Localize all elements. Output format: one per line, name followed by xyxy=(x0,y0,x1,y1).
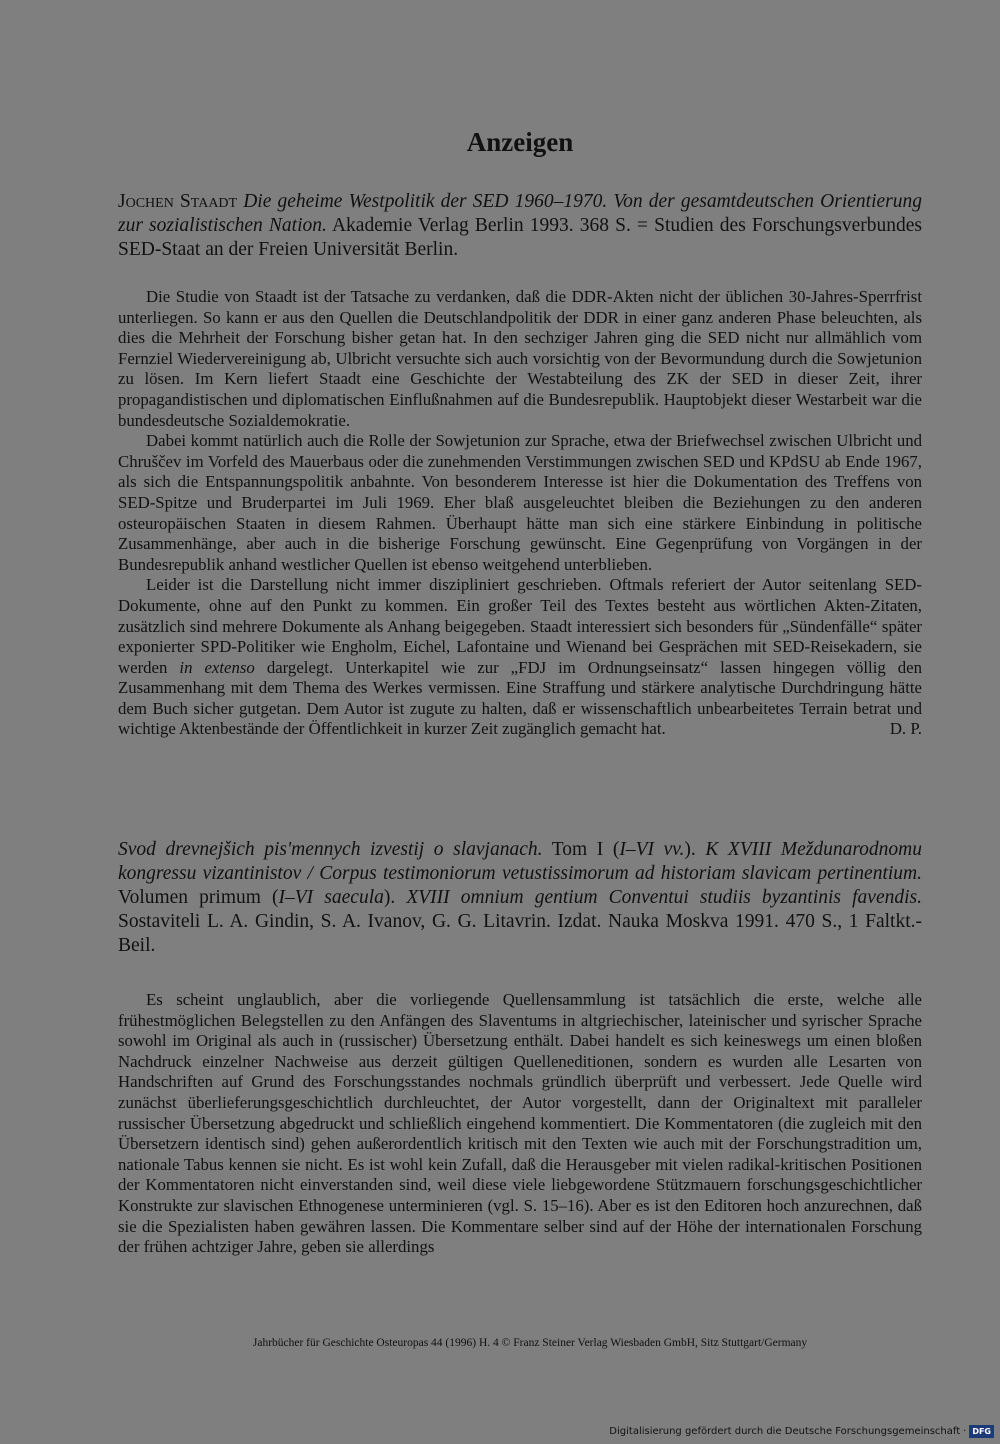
review2-title-c: XVIII omnium gentium Conventui studiis byzantinis favendis. xyxy=(406,887,922,908)
review2-tom xyxy=(552,839,696,860)
dfg-notice-text: Digitalisierung gefördert durch die Deutsche Forschungsgemeinschaft xyxy=(609,1426,961,1437)
review1-paragraph-3-part-b: dargelegt. Unterkapitel wie zur „FDJ im Ordnungseinsatz“ lassen hingegen völlig den Zusammenhang mit dem Thema des Werkes vermissen. Eine Straffung und stärkere analytische Durchdringung hätte dem Buch sicher gutgetan. Dem Autor ist zugute zu halten, daß er wissenschaftlich unbearbeitetes Terrain betrat und wichtige Aktenbestände der Öffentlichkeit in kurzer Zeit zugänglich gemacht hat. xyxy=(118,657,923,739)
review2-tom-range: I–VI vv. xyxy=(619,839,685,860)
page-title: Anzeigen xyxy=(466,127,574,157)
review2-body xyxy=(118,990,922,1258)
review2-volume-range: I–VI saecula xyxy=(278,887,384,908)
review1-publication: Akademie Verlag Berlin 1993. 368 S. = Studien des Forschungsverbundes SED-Staat an der Freien Universität Berlin. xyxy=(118,215,922,260)
review1-paragraph-3-italic: in extenso xyxy=(179,657,255,677)
review2-title-a: Svod drevnejšich pis'mennych izvestij o slavjanach. xyxy=(118,839,543,860)
dfg-notice: Digitalisierung gefördert durch die Deutsche Forschungsgemeinschaft · DFG xyxy=(609,1425,994,1438)
review2-volume-end: ). xyxy=(383,887,396,908)
review2-publication: Sostaviteli L. A. Gindin, S. A. Ivanov, G. G. Litavrin. Izdat. Nauka Moskva 1991. 470 S., 1 Faltkt.-Beil. xyxy=(118,911,922,956)
review1-paragraph-1: Die Studie von Staadt ist der Tatsache zu verdanken, daß die DDR-Akten nicht der üblichen 30-Jahres-Sperrfrist unterliegen. So kann er aus den Quellen die Deutschlandpolitik der DDR in einer ganz anderen Phase beleuchten, als dies die Mehrheit der Forschung bisher getan hat. In den sechziger Jahren ging die SED nicht nur allmählich vom Fernziel Wiedervereinigung ab, Ulbricht versuchte sich auch vorsichtig von der Bevormundung durch die Sowjetunion zu lösen. Im Kern liefert Staadt eine Geschichte der Westabteilung des ZK der SED in dieser Zeit, ihrer propagandistischen und diplomatischen Einflußnahmen auf die Bundesrepublik. Hauptobjekt dieser Westarbeit war die bundesdeutsche Sozialdemokratie. xyxy=(118,287,922,430)
review1-paragraph-3 xyxy=(118,575,922,740)
review1-body xyxy=(118,287,922,740)
review2-volume-label: Volumen primum ( xyxy=(118,887,279,908)
review1-paragraph-2: Dabei kommt natürlich auch die Rolle der Sowjetunion zur Sprache, etwa der Briefwechsel zwischen Ulbricht und Chruščev im Vorfeld des Mauerbaus oder die zunehmenden Verstimmungen zwischen SED und KPdSU ab Ende 1967, als sich die Entspannungspolitik anbahnte. Von besonderem Interesse ist hier die Dokumentation des Treffens von SED-Spitze und Bruderpartei im Juli 1969. Eher blaß ausgeleuchtet bleiben die Beziehungen zu den anderen osteuropäischen Staaten in diesem Rahmen. Überhaupt hätte man sich eine stärkere Einbindung in politische Zusammenhänge, aber auch in die bisherige Forschung gewünscht. Eine Gegenprüfung von Vorgängen in der Bundesrepublik anhand westlicher Quellen ist ebenso weitgehend unterblieben. xyxy=(118,431,922,574)
review2-paragraph: Es scheint unglaublich, aber die vorliegende Quellensammlung ist tatsächlich die erste, welche alle frühestmöglichen Belegstellen zu den Anfängen des Slaventums in altgriechischer, lateinischer und syrischer Sprache sowohl im Original als auch in (russischer) Übersetzung enthält. Dabei handelt es sich keineswegs um einen bloßen Nachdruck einzelner Nachweise aus derzeit gültigen Quelleneditionen, sondern es wurden alle Lesarten von Handschriften auf Grund des Forschungsstandes nochmals gründlich überprüft und verbessert. Jede Quelle wird zunächst überlieferungsgeschichtlich durchleuchtet, der Autor vorgestellt, dann der Originaltext mit paralleler russischer Übersetzung abgedruckt und schließlich eingehend kommentiert. Die Kommentatoren (die zugleich mit den Übersetzern identisch sind) gehen außerordentlich kritisch mit den Texten wie auch mit der Forschungstradition um, nationale Tabus kennen sie nicht. Es ist wohl kein Zufall, daß die Herausgeber mit vielen radikal-kritischen Positionen der Kommentatoren nicht einverstanden sind, weil diese viele liebgewordene Stützmauern forschungsgeschichtlicher Konstrukte zur slavischen Ethnogenese unterminieren (vgl. S. 15–16). Aber es ist den Editoren hoch anzurechnen, daß sie die Spezialisten haben gewähren lassen. Die Kommentare selber sind auf der Höhe der internationalen Forschung der frühen achtziger Jahre, geben sie allerdings xyxy=(118,990,922,1257)
review2-tom-end: ). xyxy=(684,839,696,860)
review1-citation xyxy=(118,190,922,262)
review2-citation xyxy=(118,838,922,958)
review1-paragraph-3-part-a: Leider ist die Darstellung nicht immer diszipliniert geschrieben. Oftmals referiert der Autor seitenlang SED-Dokumente, ohne auf den Punkt zu kommen. Ein großer Teil des Textes besteht aus wörtlichen Akten-Zitaten, zusätzlich sind mehrere Dokumente als Anhang beigegeben. Staadt interessiert sich besonders für „Sündenfälle“ später exponierter SPD-Politiker wie Engholm, Eichel, Lafontaine und Wienand bei Gesprächen mit SED-Reisekadern, sie werden xyxy=(118,575,922,677)
page-footer: Jahrbücher für Geschichte Osteuropas 44 (1996) H. 4 © Franz Steiner Verlag Wiesbaden GmbH, Sitz Stuttgart/Germany xyxy=(252,1337,808,1349)
dfg-logo: DFG xyxy=(969,1425,994,1438)
review2-tom-label: Tom I ( xyxy=(551,839,620,860)
review1-title: Die geheime Westpolitik der SED 1960–1970. Von der gesamtdeutschen Orientierung zur sozialistischen Nation. xyxy=(118,191,922,236)
review2-volume xyxy=(118,887,395,908)
review1-author: Jochen Staadt xyxy=(118,191,238,212)
review2-title-b: K XVIII Meždunarodnomu kongressu vizantinistov / Corpus testimoniorum vetustissimorum ad historiam slavicam pertinentium. xyxy=(118,839,923,884)
review1-signature: D. P. xyxy=(889,719,922,739)
